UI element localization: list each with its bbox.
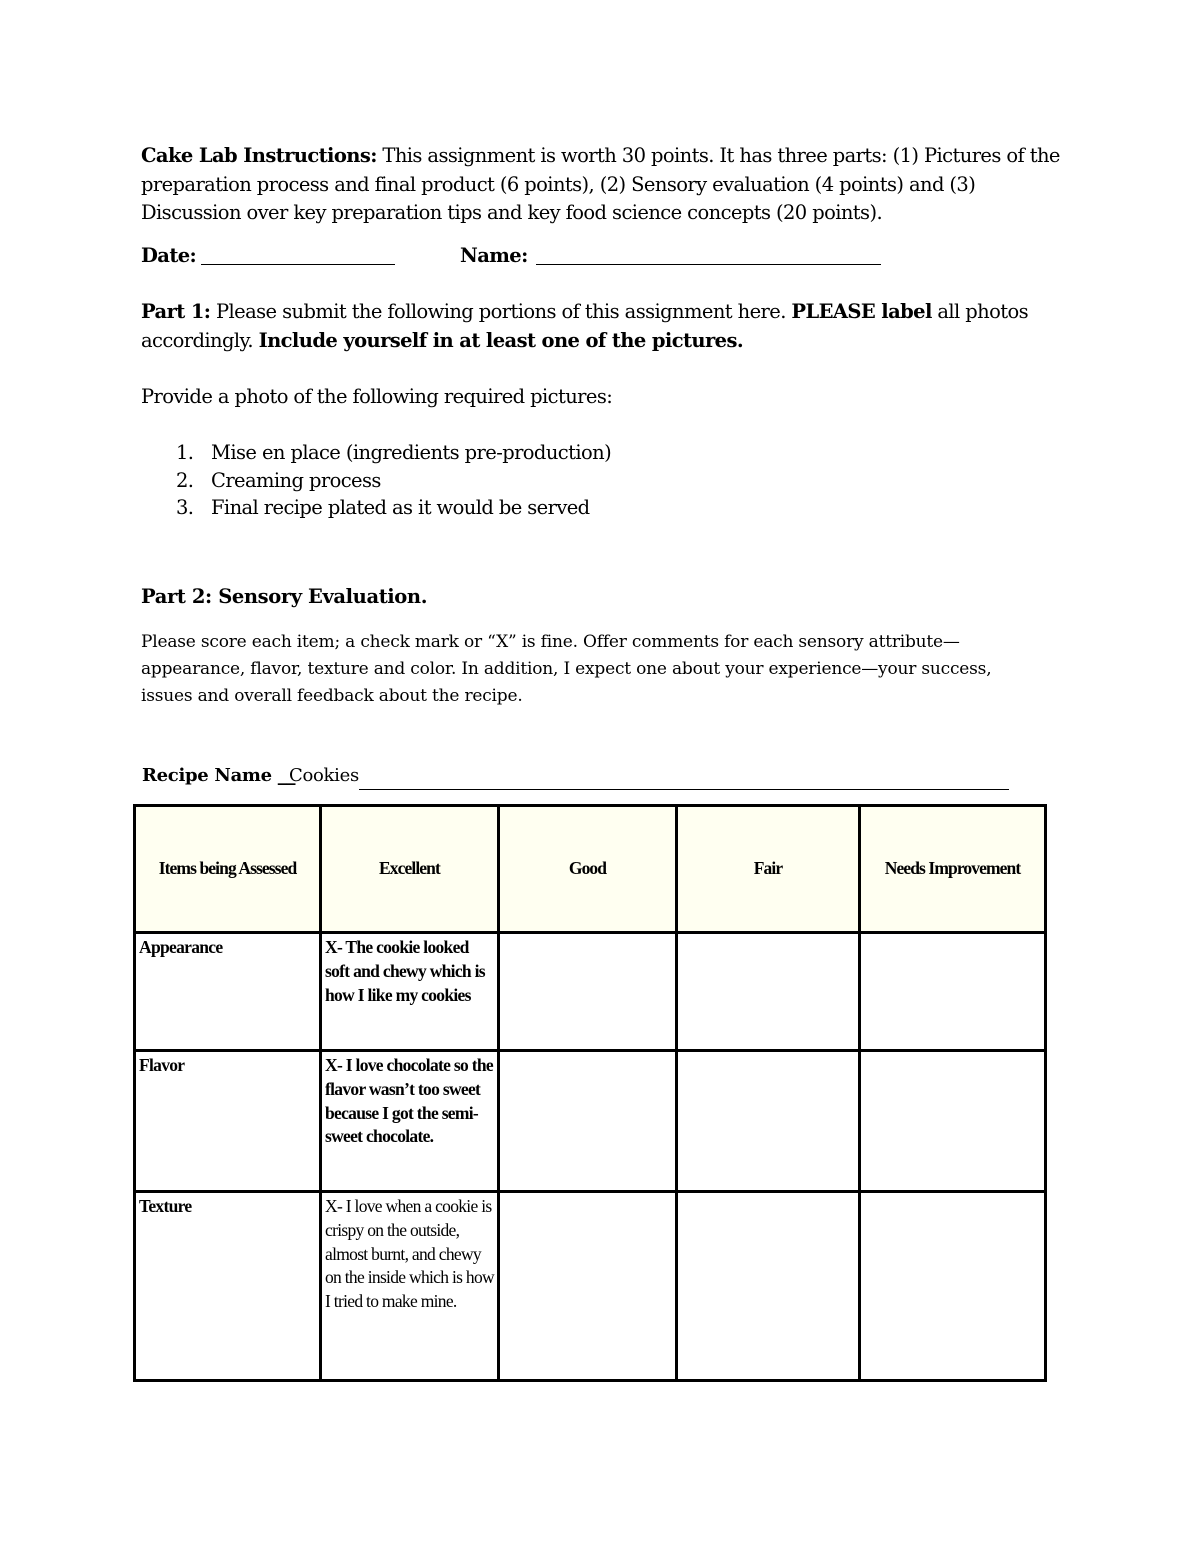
instructions-text: This assignment is worth 30 points. It has three parts: (1) Pictures of the preparation process and final product (6 points), (2) Sensory evaluation (4 points) and (3) Discussion over key preparation tips and key food science concepts (20 points). — [141, 144, 1060, 224]
list-item: 2. Creaming process — [176, 468, 381, 492]
list-item: 1. Mise en place (ingredients pre-production) — [176, 441, 612, 464]
header-fair: Fair — [677, 806, 860, 933]
good-cell[interactable] — [499, 1192, 677, 1381]
table-row — [135, 1051, 1046, 1192]
part1-label: Part 1: — [141, 300, 211, 323]
provide-photo-text: Provide a photo of the following required pictures: — [141, 385, 613, 408]
fair-cell[interactable] — [677, 1051, 860, 1192]
header-items-assessed: Items being Assessed — [135, 806, 321, 933]
instructions-heading: Cake Lab Instructions: — [141, 144, 377, 167]
recipe-name-line — [141, 765, 1011, 795]
needs-improvement-cell[interactable] — [860, 1051, 1046, 1192]
excellent-cell[interactable]: X- I love when a cookie is crispy on the outside, almost burnt, and chewy on the inside which is how I tried to make mine. — [321, 1192, 499, 1381]
recipe-name-label: Recipe Name __ — [142, 765, 296, 786]
fair-cell[interactable] — [677, 933, 860, 1051]
header-excellent: Excellent — [321, 806, 499, 933]
needs-improvement-cell[interactable] — [860, 1192, 1046, 1381]
excellent-cell[interactable]: X- I love chocolate so the flavor wasn’t too sweet because I got the semi-sweet chocolate. — [321, 1051, 499, 1192]
name-label: Name: — [460, 244, 528, 267]
part2-instructions: Please score each item; a check mark or “X” is fine. Offer comments for each sensory attribute—appearance, flavor, texture and color. In addition, I expect one about your experience—your success, issues and overall feedback about the recipe. — [141, 632, 992, 706]
recipe-name-underline[interactable] — [359, 789, 1009, 790]
header-good: Good — [499, 806, 677, 933]
part1-text: Please submit the following portions of this assignment here. — [210, 300, 792, 323]
part1-text-2: all photos accordingly. — [141, 300, 1029, 352]
table-header-row — [135, 806, 1046, 933]
date-label: Date: — [141, 244, 197, 267]
list-item: 3. Final recipe plated as it would be served — [176, 496, 590, 519]
sensory-evaluation-table — [133, 804, 1047, 1382]
fair-cell[interactable] — [677, 1192, 860, 1381]
good-cell[interactable] — [499, 933, 677, 1051]
header-needs-improvement: Needs Improvement — [860, 806, 1046, 933]
part1-label-emphasis: PLEASE label — [791, 300, 932, 323]
date-name-line — [141, 244, 1061, 274]
table-row — [135, 1192, 1046, 1381]
name-field-line[interactable] — [536, 264, 881, 265]
part2-heading: Part 2: Sensory Evaluation. — [141, 585, 428, 608]
item-cell: Appearance — [135, 933, 321, 1051]
table-row — [135, 933, 1046, 1051]
good-cell[interactable] — [499, 1051, 677, 1192]
recipe-name-value: Cookies — [289, 765, 359, 786]
needs-improvement-cell[interactable] — [860, 933, 1046, 1051]
excellent-cell[interactable]: X- The cookie looked soft and chewy which is how I like my cookies — [321, 933, 499, 1051]
date-field-line[interactable] — [201, 264, 395, 265]
instructions-paragraph — [141, 142, 1061, 228]
part1-include-emphasis: Include yourself in at least one of the pictures. — [258, 328, 744, 352]
item-cell: Flavor — [135, 1051, 321, 1192]
required-pictures-list — [141, 439, 611, 522]
item-cell: Texture — [135, 1192, 321, 1381]
part1-paragraph — [141, 298, 1061, 355]
